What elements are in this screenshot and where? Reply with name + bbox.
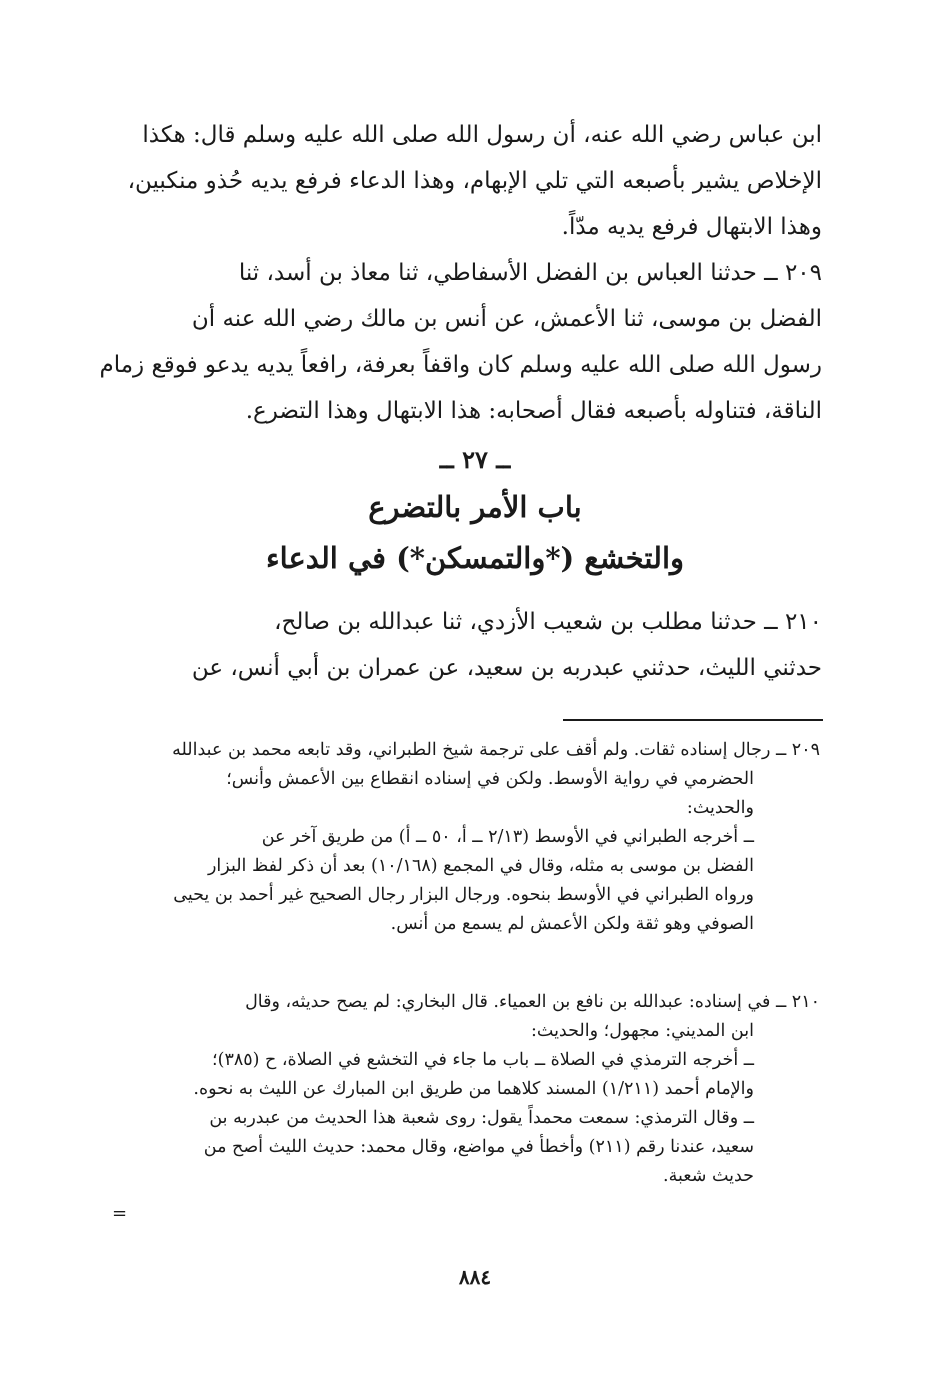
hadith-209 — [99, 250, 822, 434]
chapter-title-line2: والتخشع (*والتمسكن*) في الدعاء — [265, 541, 685, 575]
text-line: حدثني الليث، حدثني عبدربه بن سعيد، عن عمران بن أبي أنس، عن — [191, 655, 822, 681]
footnote-line: ــ وقال الترمذي: سمعت محمداً يقول: روى شعبة هذا الحديث من عبدربه بن — [209, 1108, 754, 1128]
text-line: رسول الله صلى الله عليه وسلم كان واقفاً بعرفة، رافعاً يديه يدعو فوقع زمام — [99, 352, 822, 378]
footnote-line: ٢١٠ ــ في إسناده: عبدالله بن نافع بن العمياء. قال البخاري: لم يصح حديثه، وقال — [245, 992, 820, 1012]
footnote-line: الصوفي وهو ثقة ولكن الأعمش لم يسمع من أنس. — [390, 914, 754, 934]
footnote-line: والإمام أحمد (١/٢١١) المسند كلاهما من طريق ابن المبارك عن الليث به نحوه. — [193, 1079, 754, 1099]
footnote-line: سعيد، عندنا رقم (٢١١) وأخطأ في مواضع، وقال محمد: حديث الليث أصح من — [203, 1137, 754, 1157]
footnote-210 — [130, 988, 820, 1191]
footnote-divider — [563, 719, 823, 721]
footnote-line: ــ أخرجه الطبراني في الأوسط (٢/١٣ ــ أ، ٥٠ ــ أ) من طريق آخر عن — [261, 827, 754, 847]
text-line: ابن عباس رضي الله عنه، أن رسول الله صلى الله عليه وسلم قال: هكذا — [142, 122, 822, 148]
chapter-number: ــ ٢٧ ــ — [439, 445, 511, 474]
footnote-line: حديث شعبة. — [663, 1166, 754, 1186]
footnote-line: والحديث: — [686, 798, 754, 818]
footnote-line: ابن المديني: مجهول؛ والحديث: — [530, 1021, 754, 1041]
footnote-line: الحضرمي في رواية الأوسط. ولكن في إسناده انقطاع بين الأعمش وأنس؛ — [226, 769, 754, 789]
footnote-209 — [130, 736, 820, 939]
footnote-line: ــ أخرجه الترمذي في الصلاة ــ باب ما جاء في التخشع في الصلاة، ح (٣٨٥)؛ — [212, 1050, 754, 1070]
footnote-line: الفضل بن موسى به مثله، وقال في المجمع (١٠/١٦٨) بعد أن ذكر لفظ البزار — [207, 856, 754, 876]
footnote-line: ورواه الطبراني في الأوسط بنحوه. ورجال البزار رجال الصحيح غير أحمد بن يحيى — [173, 885, 754, 905]
text-line: ٢٠٩ ــ حدثنا العباس بن الفضل الأسفاطي، ثنا معاذ بن أسد، ثنا — [238, 260, 822, 286]
text-line: الفضل بن موسى، ثنا الأعمش، عن أنس بن مالك رضي الله عنه أن — [191, 306, 822, 332]
paragraph-continuation — [128, 112, 822, 250]
continuation-mark: = — [112, 1203, 128, 1224]
text-line: وهذا الابتهال فرفع يديه مدّاً. — [561, 214, 822, 240]
text-line: ٢١٠ ــ حدثنا مطلب بن شعيب الأزدي، ثنا عبدالله بن صالح، — [274, 609, 822, 635]
chapter-title-line1: باب الأمر بالتضرع — [368, 490, 582, 524]
footnote-line: ٢٠٩ ــ رجال إسناده ثقات. ولم أقف على ترجمة شيخ الطبراني، وقد تابعه محمد بن عبدالله — [172, 740, 820, 760]
hadith-210 — [128, 599, 822, 691]
text-line: الإخلاص يشير بأصبعه التي تلي الإبهام، وهذا الدعاء فرفع يديه حُذو منكبين، — [127, 168, 822, 194]
text-line: الناقة، فتناوله بأصبعه فقال أصحابه: هذا الابتهال وهذا التضرع. — [245, 398, 822, 424]
page-number: ٨٨٤ — [458, 1265, 492, 1289]
